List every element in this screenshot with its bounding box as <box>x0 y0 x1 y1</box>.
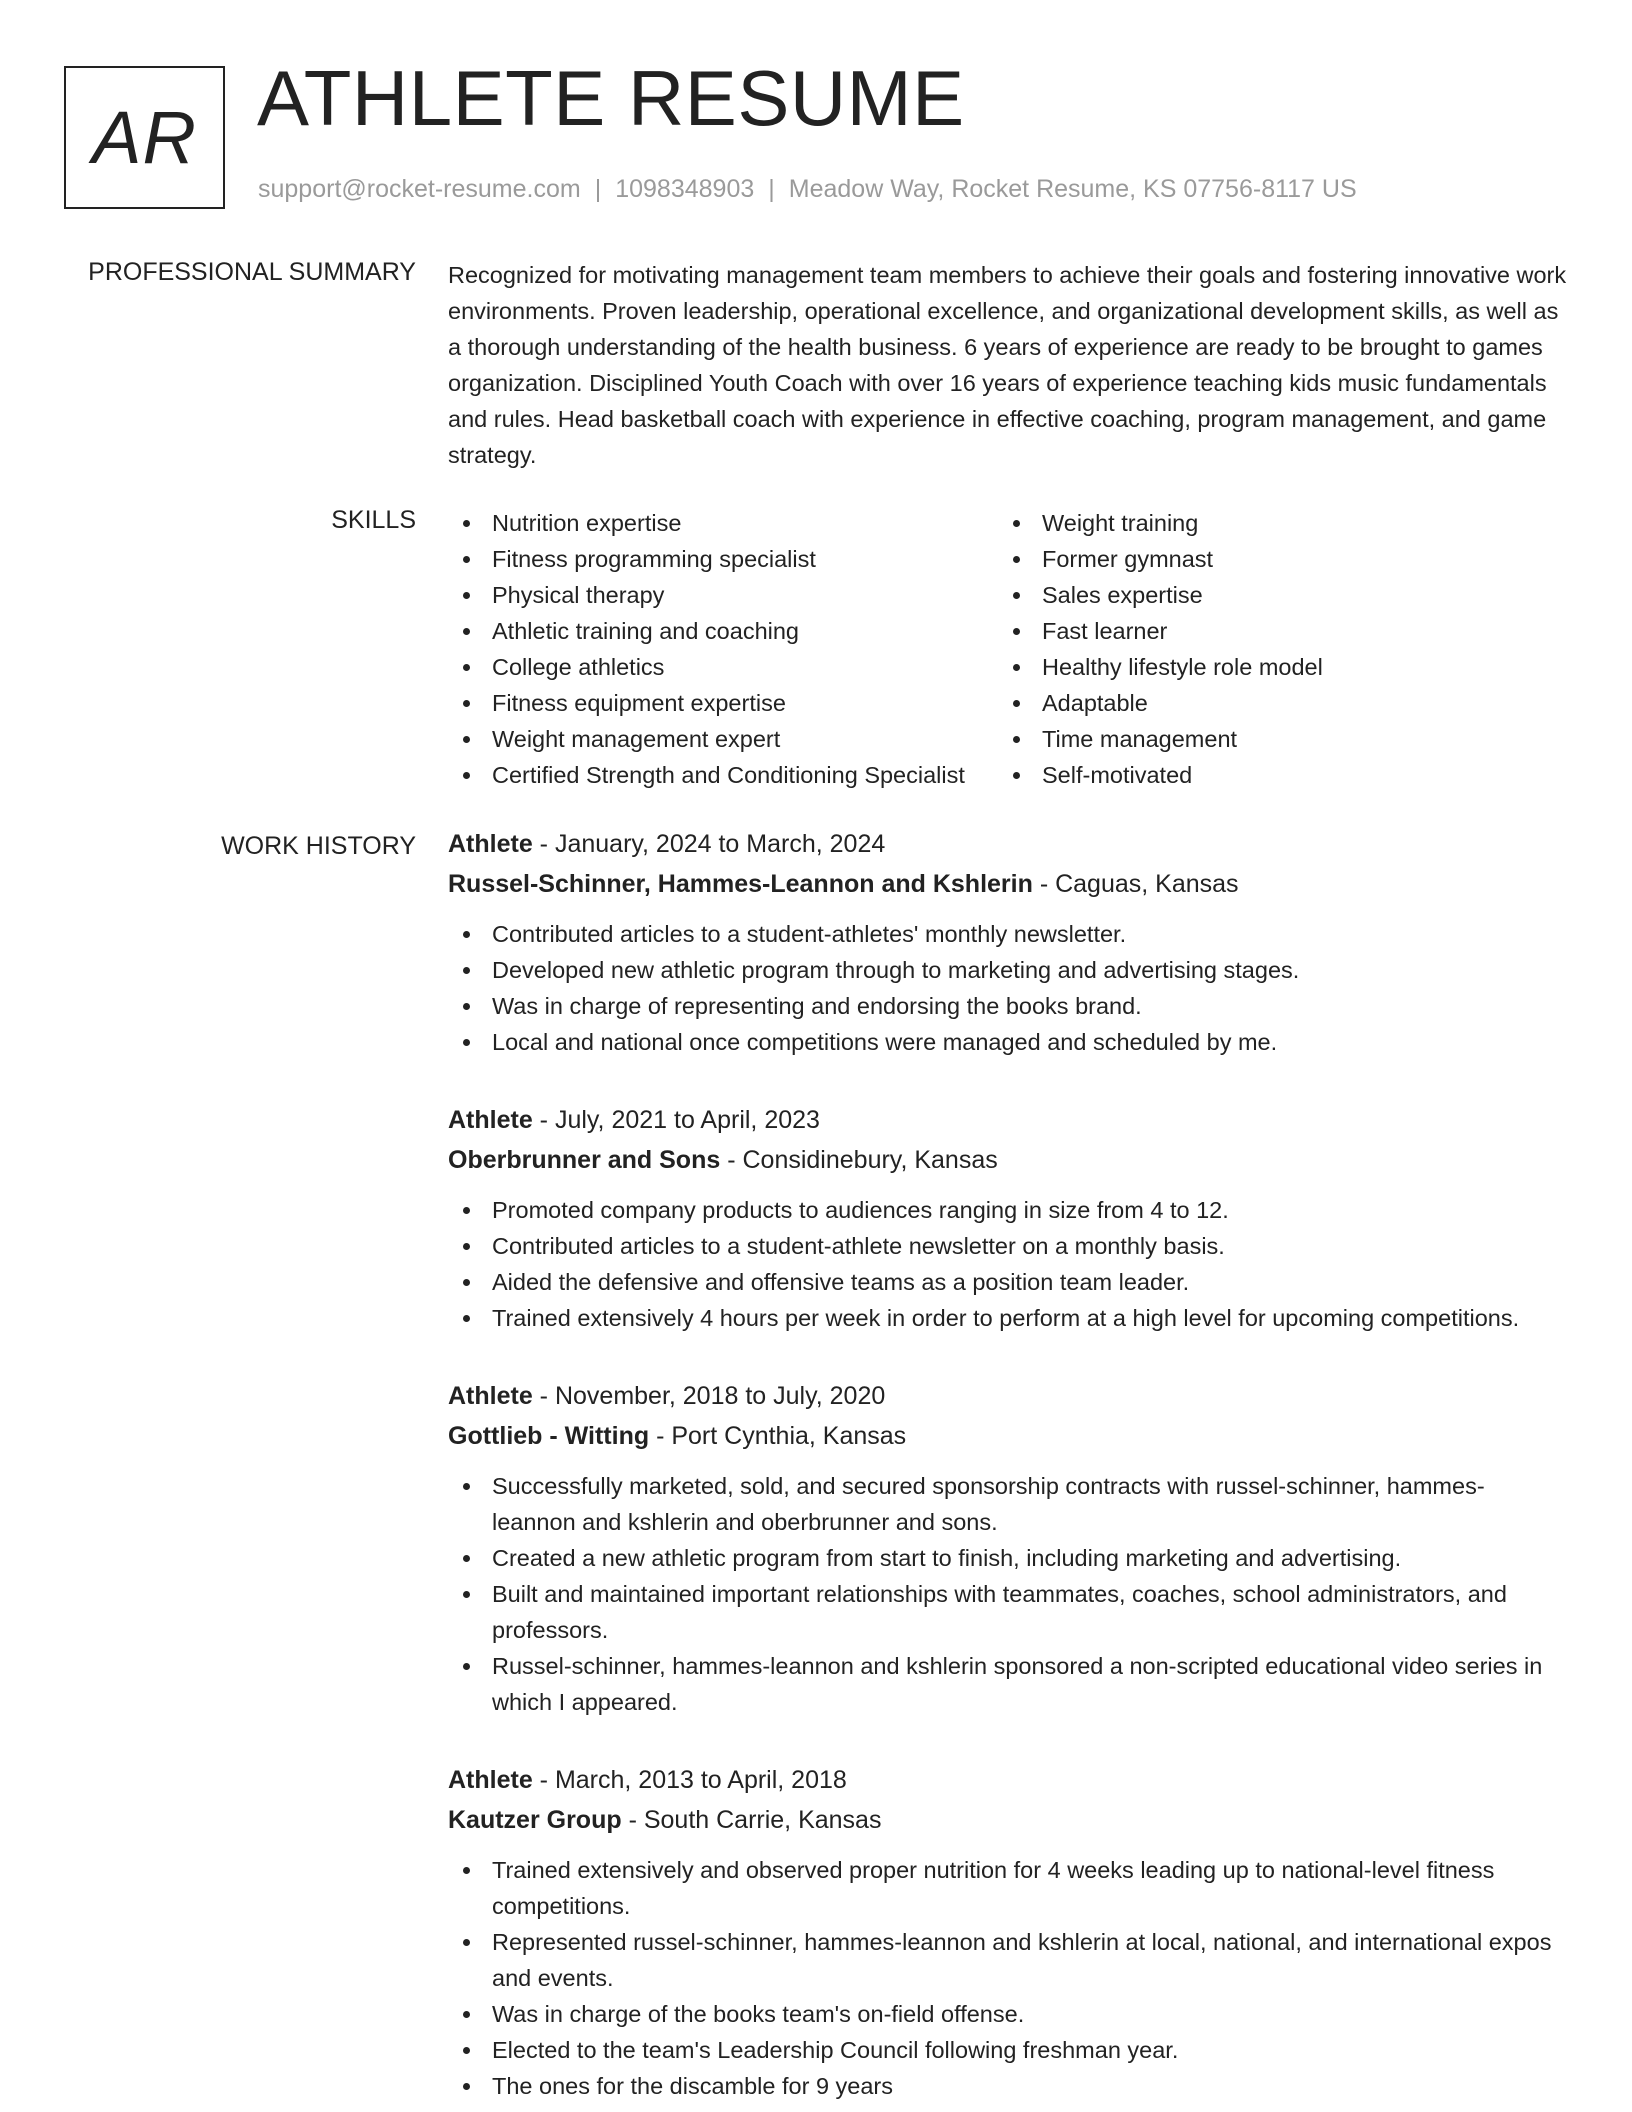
job-bullet: Created a new athletic program from start to finish, including marketing and advertising. <box>448 1540 1568 1576</box>
job-role: Athlete <box>448 830 533 858</box>
skill-item: Athletic training and coaching <box>448 613 998 649</box>
skill-item: Fitness programming specialist <box>448 541 998 577</box>
job-role: Athlete <box>448 1766 533 1794</box>
job-bullets <box>448 916 1568 1060</box>
contact-address: Meadow Way, Rocket Resume, KS 07756-8117 US <box>788 175 1357 203</box>
contact-email[interactable]: support@rocket-resume.com <box>258 175 581 203</box>
job-location: - Considinebury, Kansas <box>720 1146 998 1174</box>
skill-item: Nutrition expertise <box>448 505 998 541</box>
job-bullet: Contributed articles to a student-athlete newsletter on a monthly basis. <box>448 1228 1568 1264</box>
job-company: Russel-Schinner, Hammes-Leannon and Kshlerin <box>448 870 1033 898</box>
section-title-summary: PROFESSIONAL SUMMARY <box>88 258 416 286</box>
job-dates: - July, 2021 to April, 2023 <box>532 1106 820 1134</box>
job-company: Oberbrunner and Sons <box>448 1146 721 1174</box>
job-bullet: Elected to the team's Leadership Council following freshman year. <box>448 2032 1568 2068</box>
job-bullet: Trained extensively 4 hours per week in order to perform at a high level for upcoming competitions. <box>448 1300 1568 1336</box>
job-dates: - January, 2024 to March, 2024 <box>532 830 886 858</box>
resume-name: ATHLETE RESUME <box>257 54 965 142</box>
skills-list-left <box>448 505 998 793</box>
job-title-line <box>448 1100 1568 1140</box>
skill-item: Former gymnast <box>998 541 1538 577</box>
skill-item: Healthy lifestyle role model <box>998 649 1538 685</box>
summary-text: Recognized for motivating management team members to achieve their goals and fostering innovative work environments. Proven leadership, operational excellence, and organizational development skills, as well as a thorough understanding of the health business. 6 years of experience are ready to be brought to games organization. Disciplined Youth Coach with over 16 years of experience teaching kids music fundamentals and rules. Head basketball coach with experience in effective coaching, program management, and game strategy. <box>448 262 1567 468</box>
skill-item: Fitness equipment expertise <box>448 685 998 721</box>
job-company-line <box>448 864 1568 904</box>
job-bullet: Successfully marketed, sold, and secured sponsorship contracts with russel-schinner, hammes-leannon and kshlerin and oberbrunner and sons. <box>448 1468 1568 1540</box>
contact-phone[interactable]: 1098348903 <box>615 175 755 203</box>
work-body <box>448 824 1568 2112</box>
skill-item: Sales expertise <box>998 577 1538 613</box>
job-title-line <box>448 1760 1568 1800</box>
section-title-work: WORK HISTORY <box>221 832 416 860</box>
job-company: Kautzer Group <box>448 1806 622 1834</box>
job-entry <box>448 1760 1568 2104</box>
job-bullet: Local and national once competitions were managed and scheduled by me. <box>448 1024 1568 1060</box>
monogram-initials: AR <box>92 96 197 179</box>
job-bullet: Developed new athletic program through to marketing and advertising stages. <box>448 952 1568 988</box>
contact-separator: | <box>768 175 775 203</box>
contact-separator: | <box>594 175 602 203</box>
job-location: - Port Cynthia, Kansas <box>649 1422 907 1450</box>
skill-item: Adaptable <box>998 685 1538 721</box>
job-entry <box>448 1376 1568 1720</box>
job-bullet: Was in charge of representing and endorsing the books brand. <box>448 988 1568 1024</box>
job-entry <box>448 824 1568 1060</box>
job-bullets <box>448 1468 1568 1720</box>
job-bullets <box>448 1852 1568 2104</box>
job-entry <box>448 1100 1568 1336</box>
contact-line <box>258 175 1357 204</box>
job-bullet: Russel-schinner, hammes-leannon and kshlerin sponsored a non-scripted educational video series in which I appeared. <box>448 1648 1568 1720</box>
monogram-box <box>64 66 225 209</box>
job-bullets <box>448 1192 1568 1336</box>
skill-item: Certified Strength and Conditioning Specialist <box>448 757 998 793</box>
job-location: - Caguas, Kansas <box>1032 870 1239 898</box>
job-company-line <box>448 1800 1568 1840</box>
job-dates: - March, 2013 to April, 2018 <box>532 1766 847 1794</box>
skills-list-right <box>998 505 1538 793</box>
job-location: - South Carrie, Kansas <box>621 1806 882 1834</box>
job-bullet: The ones for the discamble for 9 years <box>448 2068 1568 2104</box>
skill-item: Time management <box>998 721 1538 757</box>
job-bullet: Promoted company products to audiences ranging in size from 4 to 12. <box>448 1192 1568 1228</box>
job-bullet: Contributed articles to a student-athletes' monthly newsletter. <box>448 916 1568 952</box>
skills-body <box>448 505 1568 793</box>
job-role: Athlete <box>448 1106 533 1134</box>
job-title-line <box>448 824 1568 864</box>
section-title-skills: SKILLS <box>331 506 416 534</box>
job-bullet: Built and maintained important relationships with teammates, coaches, school administrators, and professors. <box>448 1576 1568 1648</box>
job-bullet: Represented russel-schinner, hammes-leannon and kshlerin at local, national, and international expos and events. <box>448 1924 1568 1996</box>
job-dates: - November, 2018 to July, 2020 <box>532 1382 886 1410</box>
skill-item: Physical therapy <box>448 577 998 613</box>
skills-columns <box>448 505 1568 793</box>
job-bullet: Was in charge of the books team's on-field offense. <box>448 1996 1568 2032</box>
skill-item: College athletics <box>448 649 998 685</box>
job-company-line <box>448 1416 1568 1456</box>
job-company: Gottlieb - Witting <box>448 1422 650 1450</box>
job-company-line <box>448 1140 1568 1180</box>
job-title-line <box>448 1376 1568 1416</box>
skill-item: Weight management expert <box>448 721 998 757</box>
job-bullet: Trained extensively and observed proper nutrition for 4 weeks leading up to national-level fitness competitions. <box>448 1852 1568 1924</box>
skill-item: Self-motivated <box>998 757 1538 793</box>
skill-item: Weight training <box>998 505 1538 541</box>
skill-item: Fast learner <box>998 613 1538 649</box>
job-bullet: Aided the defensive and offensive teams as a position team leader. <box>448 1264 1568 1300</box>
job-role: Athlete <box>448 1382 533 1410</box>
